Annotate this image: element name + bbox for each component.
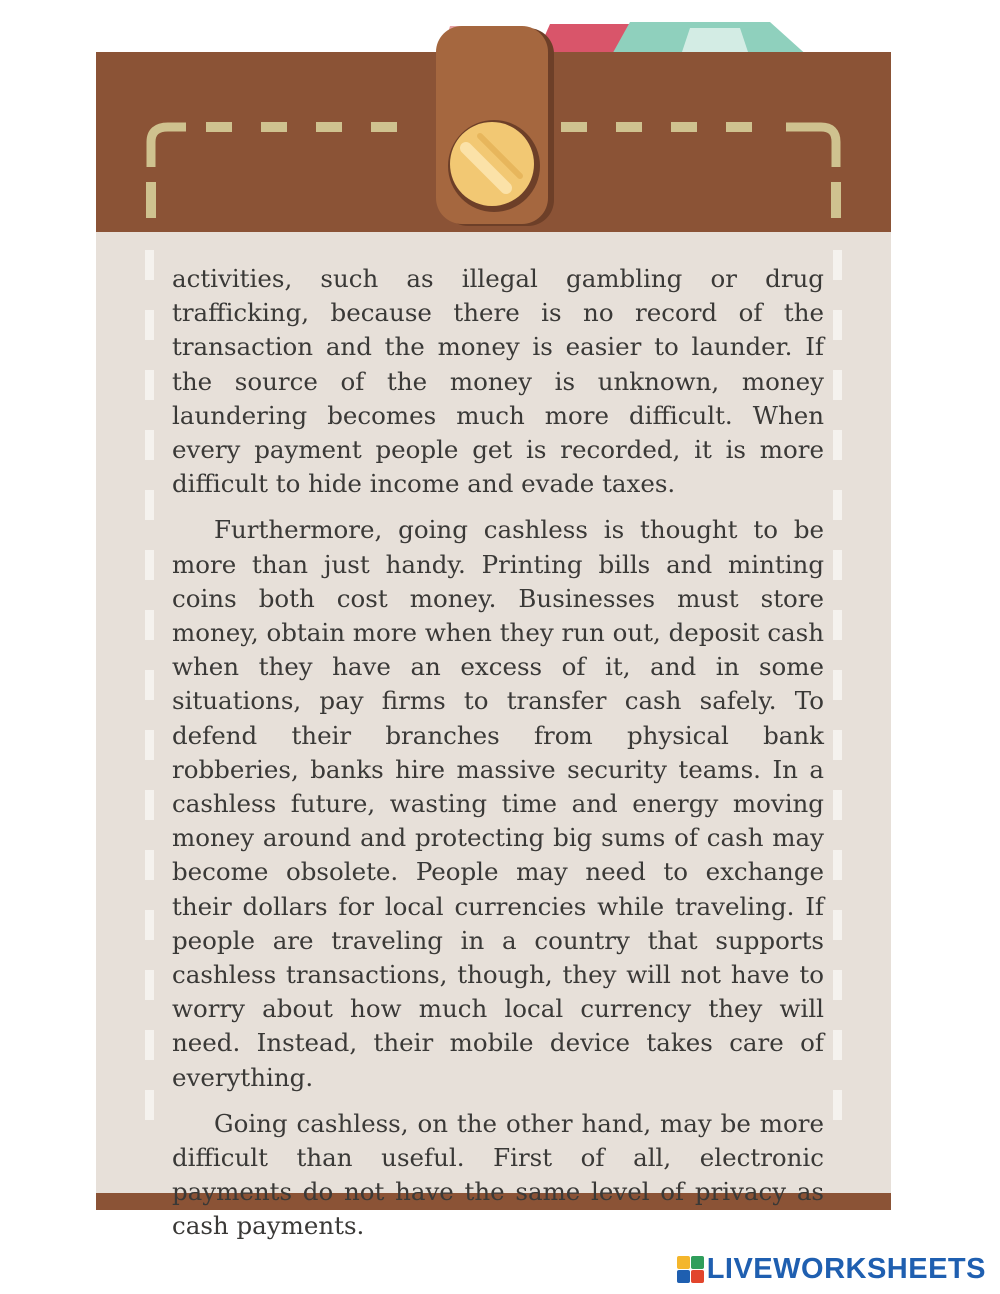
snap-button-icon <box>446 118 542 214</box>
brand-name: LIVEWORKSHEETS <box>706 1252 986 1285</box>
article-text <box>172 262 824 1256</box>
paragraph-1: activities, such as illegal gambling or drug trafficking, because there is no record of the transaction and the money is easier to launder. If the source of the money is unknown, money laundering becomes much more difficult. When every payment people get is recorded, it is more difficult to hide income and evade taxes. <box>172 264 824 499</box>
liveworksheets-logo[interactable] <box>677 1252 986 1286</box>
liveworksheets-logo-icon <box>677 1256 703 1282</box>
paragraph-3: Going cashless, on the other hand, may be more difficult than useful. First of all, electronic payments do not have the same level of privacy as cash payments. <box>172 1108 824 1241</box>
paragraph-2: Furthermore, going cashless is thought to be more than just handy. Printing bills and minting coins both cost money. Businesses must store money, obtain more when they run out, deposit cash when they have an excess of it, and in some situations, pay firms to transfer cash safely. To defend their branches from physical bank robberies, banks hire massive security teams. In a cashless future, wasting time and energy moving money around and protecting big sums of cash may become obsolete. People may need to exchange their dollars for local currencies while traveling. If people are traveling in a country that supports cashless transactions, though, they will not have to worry about how much local currency they will need. Instead, their mobile device takes care of everything. <box>172 515 824 1092</box>
